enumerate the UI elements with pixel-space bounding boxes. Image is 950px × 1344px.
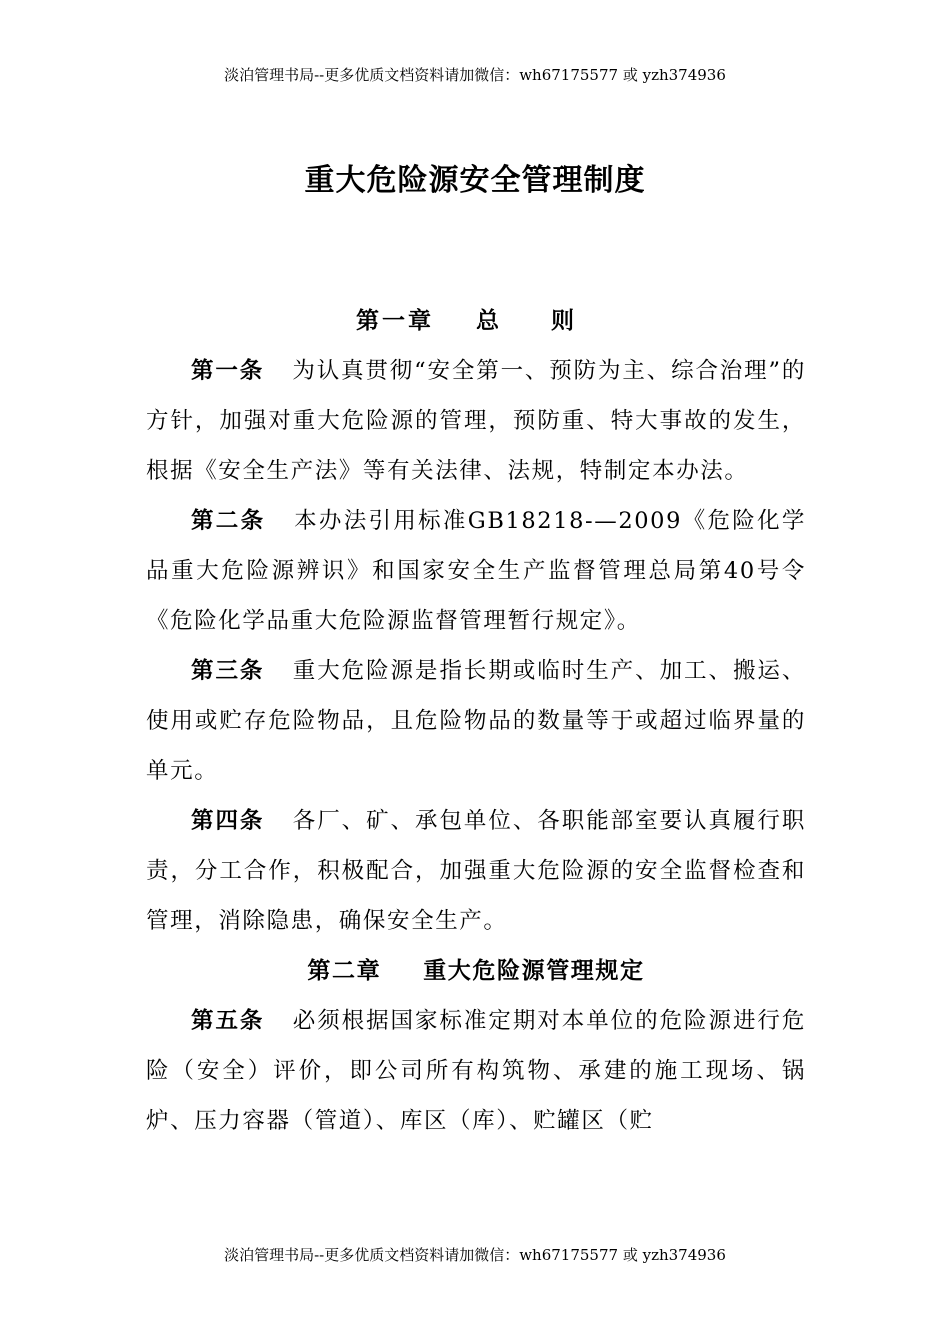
document-title: 重大危险源安全管理制度 bbox=[304, 163, 646, 198]
article bbox=[146, 496, 806, 646]
document-body bbox=[146, 296, 806, 1146]
chapter-number: 第二章 bbox=[307, 958, 382, 984]
article-text: 本办法引用标准GB18218-—2009《危险化学品重大危险源辨识》和国家安全生产监督管理总局第40号令《危险化学品重大危险源监督管理暂行规定》。 bbox=[146, 508, 806, 634]
article-number: 第四条 bbox=[191, 808, 265, 834]
article-number: 第五条 bbox=[191, 1008, 265, 1034]
article-number: 第三条 bbox=[191, 658, 265, 684]
chapter-number: 第一章 bbox=[355, 308, 434, 334]
page-footer: 淡泊管理书局--更多优质文档资料请加微信：wh67175577 或 yzh374936 bbox=[224, 1246, 726, 1264]
chapter-heading bbox=[146, 946, 806, 996]
article-text: 为认真贯彻“安全第一、预防为主、综合治理”的方针，加强对重大危险源的管理，预防重、特大事故的发生，根据《安全生产法》等有关法律、法规，特制定本办法。 bbox=[146, 358, 806, 484]
article-text: 重大危险源是指长期或临时生产、加工、搬运、使用或贮存危险物品，且危险物品的数量等于或超过临界量的单元。 bbox=[146, 658, 806, 784]
chapter-heading bbox=[146, 296, 806, 346]
article bbox=[146, 996, 806, 1146]
article bbox=[146, 346, 806, 496]
article-number: 第二条 bbox=[191, 508, 266, 534]
article bbox=[146, 646, 806, 796]
article-text: 必须根据国家标准定期对本单位的危险源进行危险（安全）评价，即公司所有构筑物、承建的施工现场、锅炉、压力容器（管道）、库区（库）、贮罐区（贮 bbox=[146, 1008, 806, 1134]
chapter-name: 重大危险源管理规定 bbox=[423, 958, 645, 984]
article-number: 第一条 bbox=[191, 358, 265, 384]
article-text: 各厂、矿、承包单位、各职能部室要认真履行职责，分工合作，积极配合，加强重大危险源的安全监督检查和管理，消除隐患，确保安全生产。 bbox=[146, 808, 806, 934]
article bbox=[146, 796, 806, 946]
chapter-name: 总 则 bbox=[475, 308, 596, 334]
page-header: 淡泊管理书局--更多优质文档资料请加微信：wh67175577 或 yzh374936 bbox=[224, 66, 726, 84]
